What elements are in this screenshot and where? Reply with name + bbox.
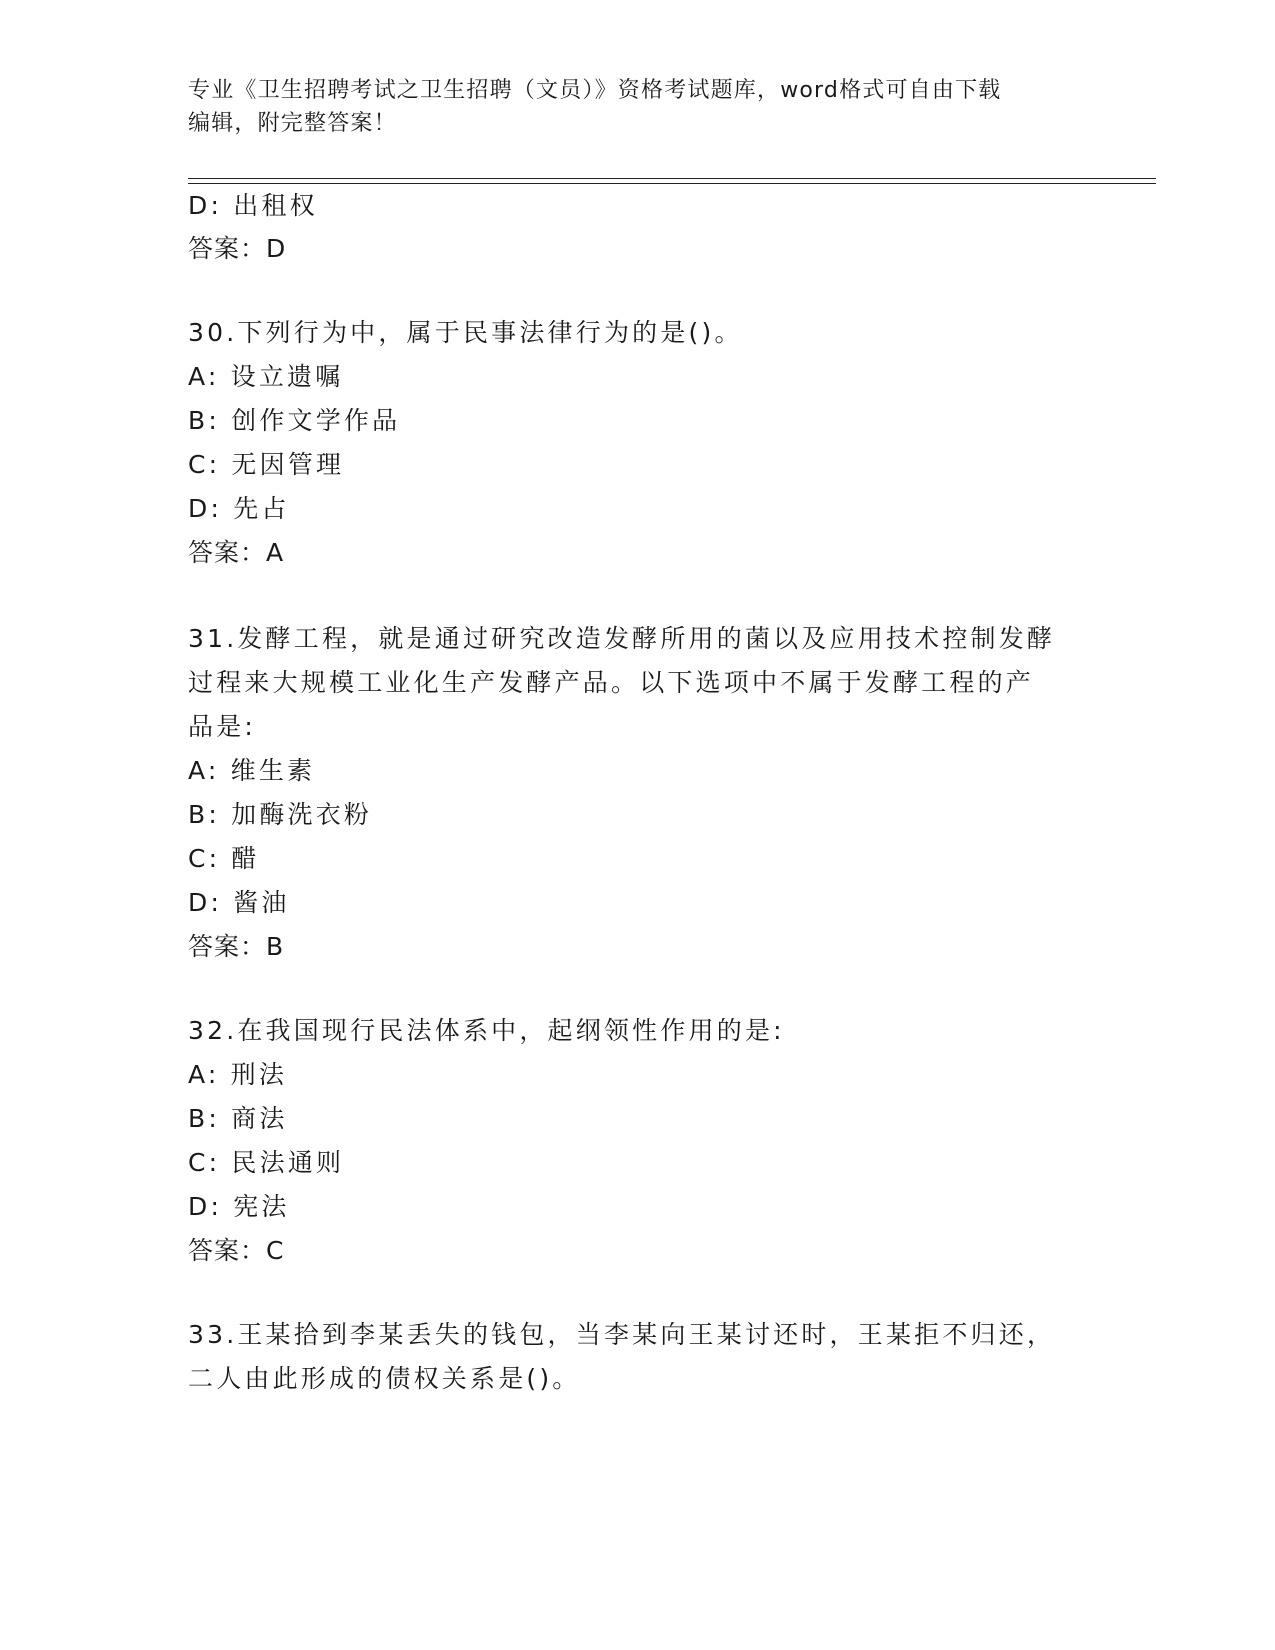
answer-q30-ans: 答案：A	[188, 538, 285, 567]
option-q32-b: B: 商法	[188, 1104, 288, 1133]
option-q32-d: D: 宪法	[188, 1192, 290, 1221]
question-q33-stem-2: 二人由此形成的债权关系是()。	[188, 1364, 581, 1393]
answer-q31-ans: 答案：B	[188, 932, 285, 961]
option-q30-c: C: 无因管理	[188, 450, 345, 479]
option-q30-a: A: 设立遗嘱	[188, 362, 344, 391]
option-q31-d: D: 酱油	[188, 888, 290, 917]
document-header	[188, 74, 1088, 140]
header-divider-bottom	[188, 183, 1156, 184]
header-line-1: 专业《卫生招聘考试之卫生招聘（文员）》资格考试题库，word格式可自由下载	[188, 78, 1002, 103]
answer-q32-ans: 答案：C	[188, 1236, 285, 1265]
question-q30-stem: 30.下列行为中，属于民事法律行为的是()。	[188, 318, 743, 347]
option-q31-b: B: 加酶洗衣粉	[188, 800, 373, 829]
header-line-2: 编辑，附完整答案！	[188, 111, 397, 136]
option-q31-a: A: 维生素	[188, 756, 316, 785]
question-q32-stem: 32.在我国现行民法体系中，起纲领性作用的是:	[188, 1016, 785, 1045]
option-q32-a: A: 刑法	[188, 1060, 288, 1089]
question-q31-stem-2: 过程来大规模工业化生产发酵产品。以下选项中不属于发酵工程的产	[188, 668, 1035, 697]
question-q33-stem-1: 33.王某拾到李某丢失的钱包，当李某向王某讨还时，王某拒不归还，	[188, 1320, 1056, 1349]
option-q32-c: C: 民法通则	[188, 1148, 345, 1177]
option-q29-d: D: 出租权	[188, 191, 318, 220]
option-q31-c: C: 醋	[188, 844, 260, 873]
option-q30-d: D: 先占	[188, 494, 290, 523]
question-q31-stem-1: 31.发酵工程，就是通过研究改造发酵所用的菌以及应用技术控制发酵	[188, 624, 1056, 653]
option-q30-b: B: 创作文学作品	[188, 406, 401, 435]
question-q31-stem-3: 品是:	[188, 712, 257, 741]
answer-q29-ans: 答案：D	[188, 234, 287, 263]
header-divider-top	[188, 178, 1156, 179]
